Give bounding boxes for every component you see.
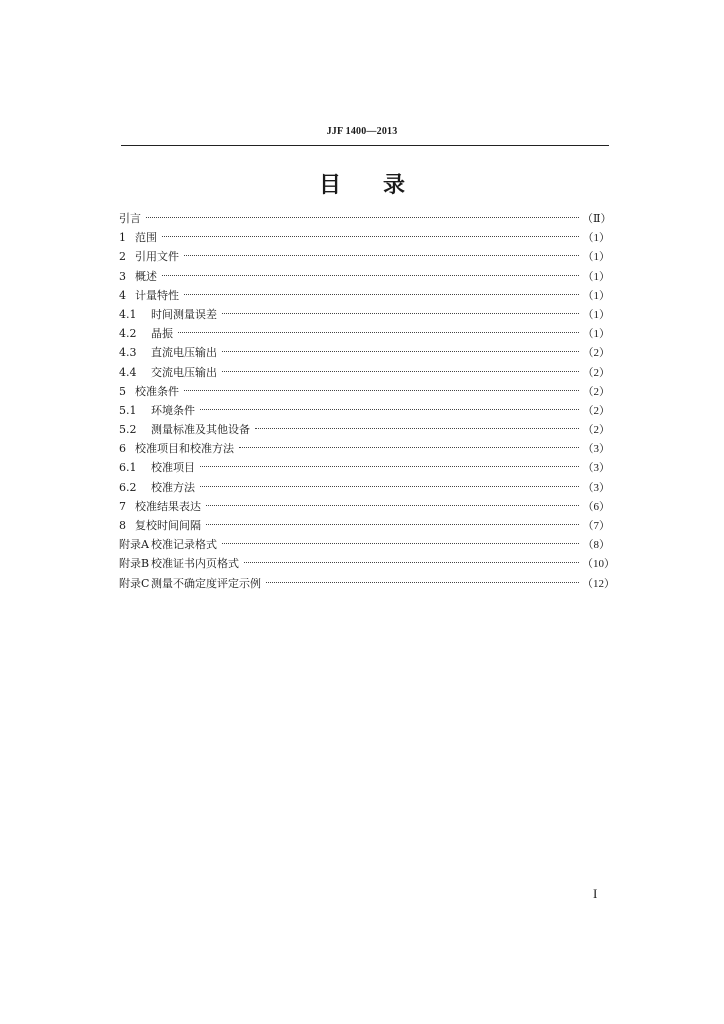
toc-entry-number: 8 [119,519,126,532]
toc-entry[interactable] [119,401,610,420]
toc-entry-page: （2） [582,385,610,398]
page-number: I [593,886,598,901]
toc-entry[interactable] [119,382,610,401]
toc-entry-title: 环境条件 [151,403,195,417]
toc-entry[interactable] [119,324,610,343]
dot-leader [244,562,579,563]
toc-entry[interactable] [119,458,610,477]
toc-entry-number: 4.1 [119,307,137,321]
header-rule [121,145,609,146]
toc-entry-page: （6） [582,500,610,513]
dot-leader [162,275,579,276]
toc-entry-title: 范围 [135,231,157,245]
toc-entry-title: 概述 [135,269,157,283]
dot-leader [222,313,579,314]
toc-entry-number: 6.2 [119,480,137,494]
toc-entry-number: 5.2 [119,423,137,437]
toc-entry-title: 直流电压输出 [151,346,217,360]
toc-entry-page: （10） [582,558,615,571]
toc-entry-number: 4.4 [119,365,137,379]
toc-entry[interactable] [119,554,615,573]
toc-entry-page: （2） [582,424,610,437]
toc-entry-number: 4.2 [119,327,137,341]
toc-entry[interactable] [119,516,610,535]
toc-entry-page: （3） [582,481,610,494]
page-title: 目录 [318,173,447,198]
dot-leader [184,294,579,295]
toc-entry-number: 7 [119,499,126,513]
toc-entry[interactable] [119,439,610,458]
toc-entry-title: 计量特性 [135,288,179,302]
dot-leader [178,332,579,333]
toc-entry[interactable] [119,535,610,554]
toc-entry-number: 4.3 [119,346,137,360]
toc-entry-number: 附录B [119,557,150,571]
toc-entry-number: 5 [119,384,126,398]
dot-leader [222,351,579,352]
toc-entry-title: 交流电压输出 [151,365,217,379]
dot-leader [222,543,579,544]
toc-entry-page: （12） [582,577,615,590]
toc-entry-page: （1） [582,308,610,321]
toc-entry[interactable] [119,363,610,382]
dot-leader [206,524,579,525]
dot-leader [239,447,579,448]
dot-leader [255,428,579,429]
toc-entry[interactable] [119,420,610,439]
toc-entry-page: （1） [582,328,610,341]
toc-entry-page: （1） [582,270,610,283]
toc-entry[interactable] [119,478,610,497]
dot-leader [206,505,579,506]
dot-leader [162,236,579,237]
toc-entry-title: 校准结果表达 [135,499,201,513]
toc-entry-title: 校准项目和校准方法 [135,442,234,456]
toc-entry-title: 校准方法 [151,480,195,494]
toc-entry[interactable] [119,267,610,286]
toc-entry[interactable] [119,286,610,305]
toc-entry-title: 测量不确定度评定示例 [151,576,261,590]
toc-entry-title: 校准证书内页格式 [151,557,239,571]
dot-leader [146,217,579,218]
document-header [0,126,724,137]
toc-entry-page: （1） [582,289,610,302]
toc-entry[interactable] [119,228,610,247]
toc-entry-title: 校准项目 [151,461,195,475]
toc-entry[interactable] [119,305,610,324]
dot-leader [200,486,579,487]
toc-entry-page: （7） [582,520,610,532]
toc-entry-page: （1） [582,232,610,245]
standard-code: JJF 1400—2013 [326,126,398,137]
toc-entry[interactable] [119,574,615,593]
toc-entry[interactable] [119,497,610,516]
toc-entry-title: 引用文件 [135,250,179,264]
toc-entry-page: （3） [582,443,610,456]
dot-leader [266,582,579,583]
toc-entry-page: （3） [582,462,610,475]
toc-entry-title: 引言 [119,212,141,225]
toc-entry-page: （1） [582,251,610,264]
dot-leader [184,390,579,391]
toc-entry-number: 附录A [119,538,149,552]
toc-entry-number: 3 [119,269,126,283]
table-of-contents [119,209,615,593]
toc-entry-title: 时间测量误差 [151,307,217,321]
toc-entry[interactable] [119,343,610,362]
toc-entry-number: 附录C [119,576,150,590]
toc-entry-title: 晶振 [151,327,173,341]
toc-entry-page: （8） [582,539,610,552]
toc-entry-page: （Ⅱ） [582,213,612,225]
toc-entry[interactable] [119,209,610,228]
toc-entry-number: 5.1 [119,403,137,417]
toc-entry-number: 1 [119,231,126,245]
toc-entry-page: （2） [582,347,610,360]
toc-entry-number: 6 [119,442,126,456]
toc-entry-title: 校准条件 [135,384,179,398]
toc-entry[interactable] [119,247,610,266]
toc-entry-number: 2 [119,250,126,264]
toc-entry-title: 测量标准及其他设备 [151,423,250,437]
toc-entry-number: 6.1 [119,461,137,475]
dot-leader [200,466,579,467]
dot-leader [184,255,579,256]
toc-entry-page: （2） [582,366,610,379]
toc-entry-title: 校准记录格式 [151,538,217,552]
toc-entry-number: 4 [119,288,126,302]
dot-leader [200,409,579,410]
dot-leader [222,371,579,372]
toc-entry-page: （2） [582,404,610,417]
toc-entry-title: 复校时间间隔 [135,519,201,532]
